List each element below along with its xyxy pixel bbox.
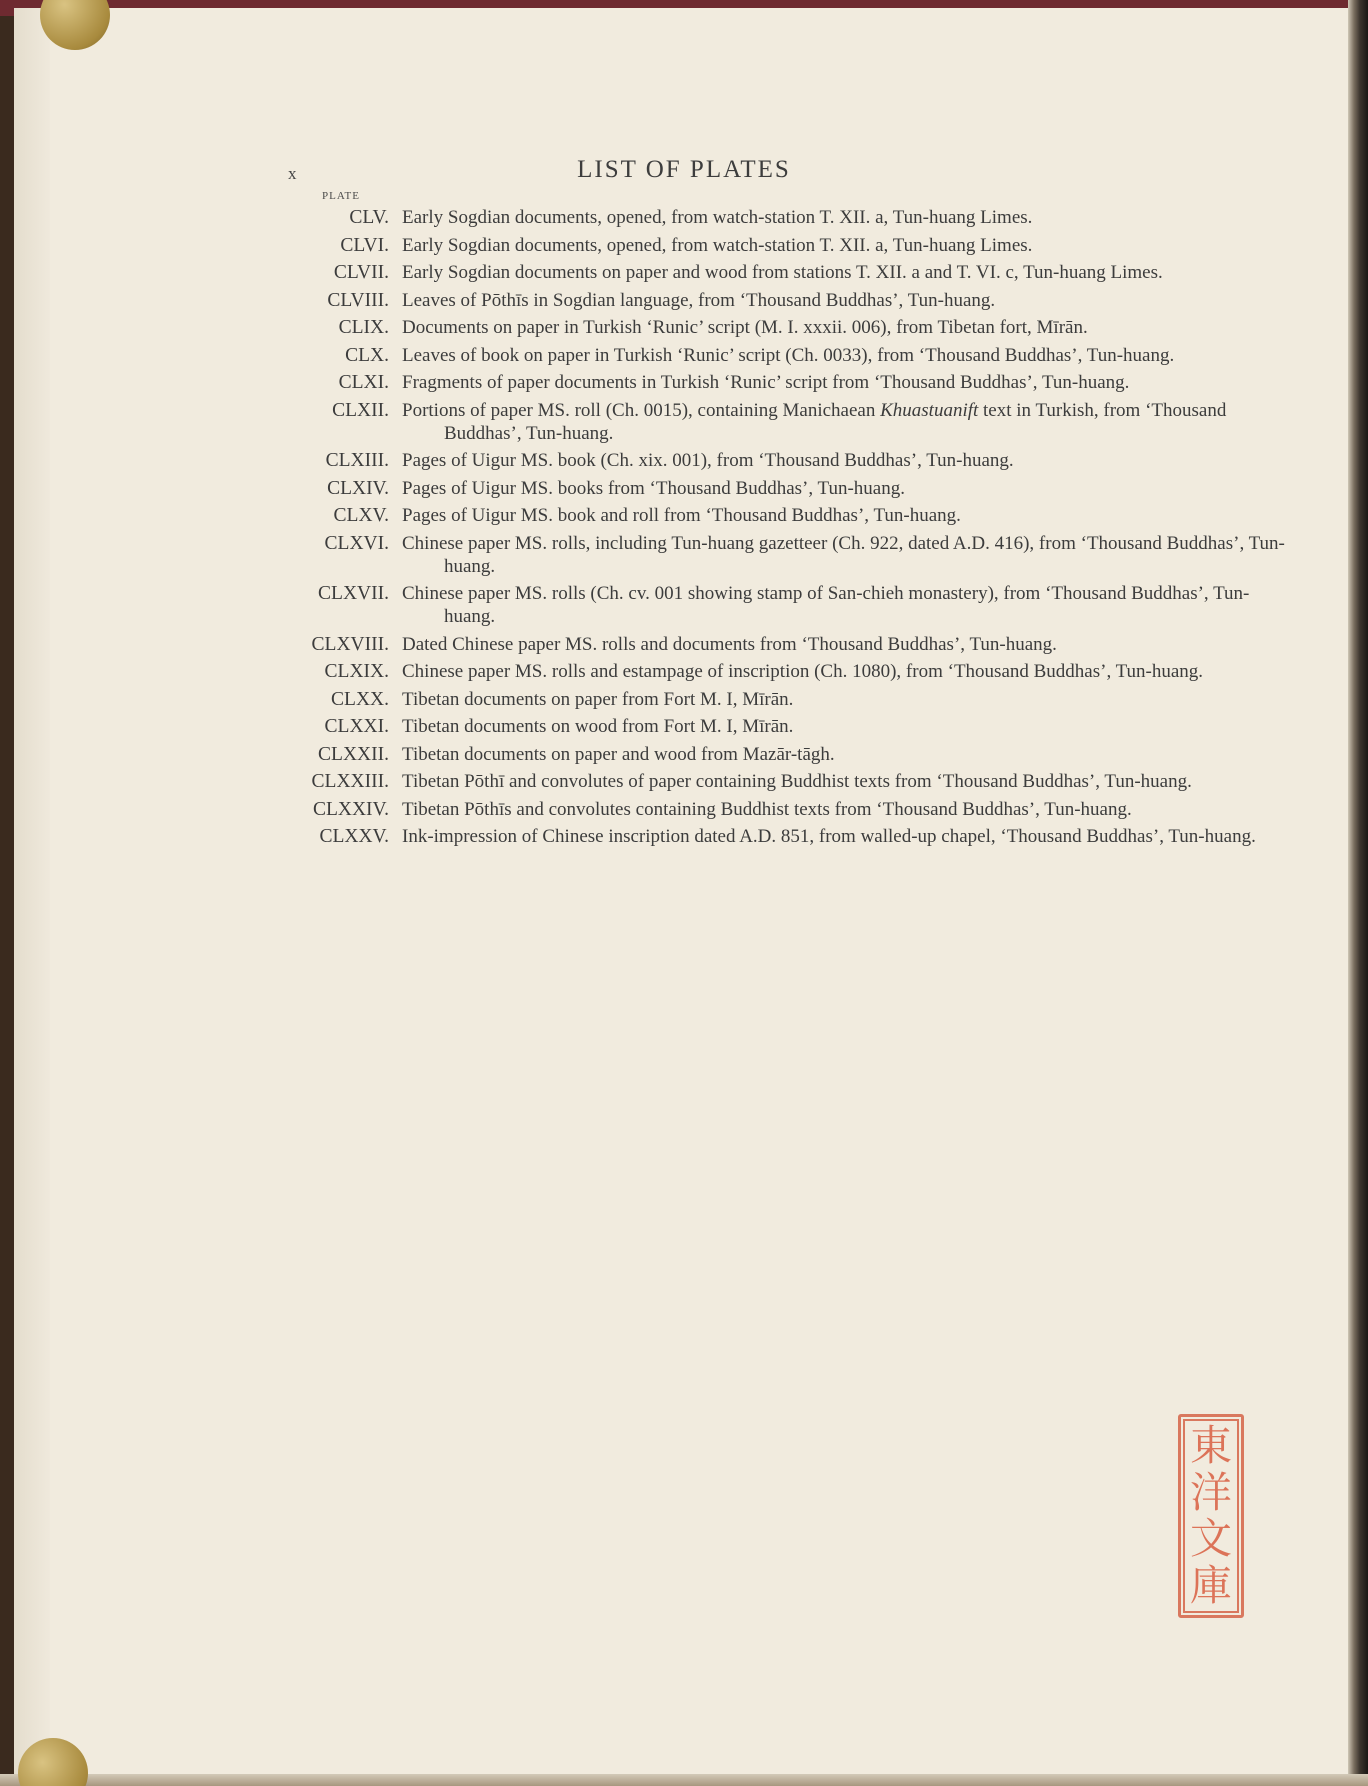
plate-entry [270,688,1290,711]
plate-description: Tibetan Pōthīs and convolutes containing Buddhist texts from ‘Thousand Buddhas’, Tun-huang. [402,798,1132,820]
plate-number: CLVII. [333,262,389,283]
plate-description-part: text in Turkish, from ‘Thousand Buddhas’, Tun-huang. [444,399,1227,444]
plate-description: Tibetan documents on wood from Fort M. I, Mīrān. [402,716,794,737]
plate-column-heading: PLATE [322,190,360,202]
plate-description: Ink-impression of Chinese inscription dated A.D. 851, from walled-up chapel, ‘Thousand Buddhas’, Tun-huang. [402,826,1256,847]
plate-entry [270,289,1290,312]
seal-character: 東 [1189,1421,1232,1471]
seal-character: 洋 [1189,1467,1232,1517]
plate-description-part: Portions of paper MS. roll (Ch. 0015), containing Manichaean [402,399,881,421]
plate-entry [270,344,1290,367]
plate-entry [270,582,1290,628]
plate-entry [270,743,1290,766]
page-number: x [288,164,297,183]
page-title: LIST OF PLATES [577,156,791,183]
plate-number: CLVIII. [327,289,389,311]
plate-number: CLXXI. [324,716,389,737]
plate-entry [270,261,1290,284]
library-seal-stamp [1178,1414,1244,1618]
plate-entry [270,449,1290,472]
plate-entry [270,316,1290,339]
plate-entry [270,715,1290,738]
plate-number: CLIX. [338,317,389,338]
plate-description: Tibetan documents on paper and wood from Mazār-tāgh. [402,743,835,765]
plate-number: CLXIX. [324,661,389,682]
plate-number: CLXXIII. [311,771,389,792]
plate-number: CLXIII. [325,450,389,471]
plate-description: Dated Chinese paper MS. rolls and documents from ‘Thousand Buddhas’, Tun-huang. [402,633,1057,655]
plate-description: Chinese paper MS. rolls and estampage of inscription (Ch. 1080), from ‘Thousand Buddhas’, Tun-huang. [402,661,1204,682]
page-gutter-shadow [14,8,50,1776]
plate-number: CLV. [349,207,389,228]
plate-number: CLXXIV. [312,798,389,820]
plate-description: Chinese paper MS. rolls, including Tun-huang gazetteer (Ch. 922, dated A.D. 416), from ‘Thousand Buddhas’, Tun-huang. [402,532,1285,577]
plate-description: Tibetan documents on paper from Fort M. I, Mīrān. [402,688,794,710]
plate-description: Documents on paper in Turkish ‘Runic’ script (M. I. xxxii. 006), from Tibetan fort, Mīrān. [402,317,1088,338]
plate-description: Fragments of paper documents in Turkish ‘Runic’ script from ‘Thousand Buddhas’, Tun-huang. [402,372,1130,393]
plate-description: Pages of Uigur MS. book (Ch. xix. 001), from ‘Thousand Buddhas’, Tun-huang. [402,450,1014,471]
plate-description: Early Sogdian documents on paper and wood from stations T. XII. a and T. VI. c, Tun-huang Limes. [402,262,1163,283]
plate-entry [270,504,1290,527]
plates-list [270,206,1290,853]
plate-entry [270,532,1290,578]
plate-entry [270,206,1290,229]
plate-description: Pages of Uigur MS. book and roll from ‘Thousand Buddhas’, Tun-huang. [402,505,961,526]
plate-entry [270,399,1290,445]
page-bottom-edge [0,1774,1368,1786]
plate-entry [270,234,1290,257]
plate-number: CLXX. [331,688,389,710]
plate-number: CLVI. [340,234,389,256]
plate-entry [270,825,1290,848]
plate-entry [270,798,1290,821]
plate-description: Leaves of Pōthīs in Sogdian language, from ‘Thousand Buddhas’, Tun-huang. [402,289,996,311]
plate-number: CLXVII. [318,583,389,604]
plate-number: CLXXII. [318,743,389,765]
plate-description [402,399,1290,445]
adjacent-page-edge [1348,0,1368,1786]
plate-entry [270,770,1290,793]
italic-title: Khuastuanift [880,399,979,421]
plate-number: CLXIV. [327,477,389,499]
plate-description: Chinese paper MS. rolls (Ch. cv. 001 showing stamp of San-chieh monastery), from ‘Thousand Buddhas’, Tun-huang. [402,583,1250,627]
plate-number: CLXVI. [324,532,389,554]
plate-number: CLXII. [332,399,389,421]
plate-number: CLX. [345,344,389,366]
plate-description: Tibetan Pōthī and convolutes of paper containing Buddhist texts from ‘Thousand Buddhas’, Tun-huang. [402,771,1192,792]
plate-number: CLXV. [333,505,389,526]
plate-number: CLXI. [338,372,389,393]
plate-entry [270,477,1290,500]
plate-entry [270,371,1290,394]
plate-number: CLXXV. [319,826,389,847]
plate-description: Pages of Uigur MS. books from ‘Thousand Buddhas’, Tun-huang. [402,477,905,499]
plate-entry [270,633,1290,656]
seal-character: 文 [1189,1514,1232,1564]
seal-character: 庫 [1189,1560,1232,1610]
running-head [0,156,1368,192]
plate-description: Early Sogdian documents, opened, from watch-station T. XII. a, Tun-huang Limes. [402,234,1033,256]
plate-entry [270,660,1290,683]
plate-number: CLXVIII. [311,633,389,655]
plate-description: Early Sogdian documents, opened, from watch-station T. XII. a, Tun-huang Limes. [402,207,1033,228]
plate-description: Leaves of book on paper in Turkish ‘Runic’ script (Ch. 0033), from ‘Thousand Buddhas’, Tun-huang. [402,344,1175,366]
